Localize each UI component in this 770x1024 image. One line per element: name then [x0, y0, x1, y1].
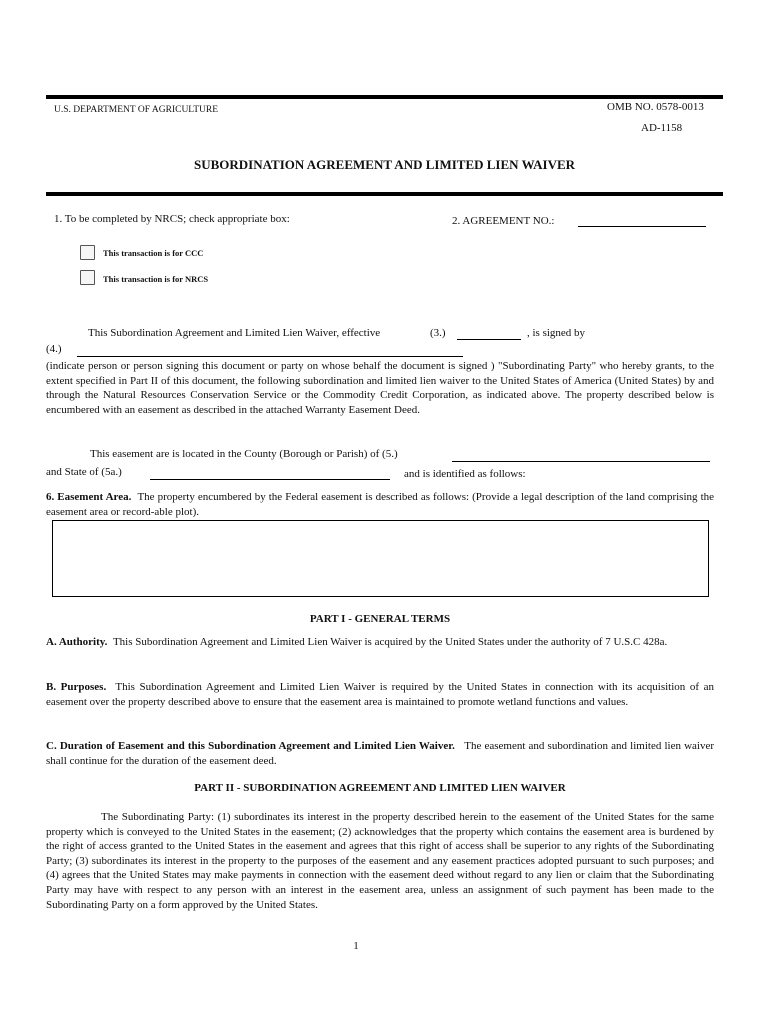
middle-rule [46, 192, 723, 196]
state-label: and State of (5a.) [46, 466, 122, 478]
effective-paragraph: (indicate person or person signing this document or party on whose behalf the document is signed ) "Subordinating Party" who hereby grants, to the extent specified in Part II of this document, the following subordination and limited lien waiver to the United States of America (United States) by and through the Natural Resources Conservation Service or the Commodity Credit Corporation, as indicated above. The property described below is encumbered with an easement as described in the attached Warranty Easement Deed. [46, 360, 714, 416]
effective-date-field[interactable] [457, 339, 521, 340]
purposes-text: This Subordination Agreement and Limited Lien Waiver is required by the United States in connection with its acquisition of an easement over the property described above to ensure that the easement area is maintained to promote wetland functions and values. [46, 681, 714, 708]
identified-label: and is identified as follows: [404, 468, 526, 480]
effective-tail: , is signed by [527, 327, 586, 339]
easement-area-paragraph [46, 490, 714, 519]
county-label: This easement are is located in the County (Borough or Parish) of (5.) [90, 448, 398, 460]
duration-text: The easement and subordination and limited lien waiver shall continue for the duration of the easement deed. [46, 740, 715, 767]
part2-heading: PART II - SUBORDINATION AGREEMENT AND LIMITED LIEN WAIVER [194, 782, 566, 794]
top-rule [46, 95, 723, 99]
omb-number: OMB NO. 0578-0013 [607, 101, 704, 113]
authority-label: A. Authority. [46, 636, 108, 648]
form-title: SUBORDINATION AGREEMENT AND LIMITED LIEN WAIVER [193, 157, 576, 172]
subordinating-party-field[interactable] [77, 356, 463, 357]
ccc-checkbox-label: This transaction is for CCC [103, 248, 204, 258]
duration-paragraph [46, 739, 714, 768]
county-field[interactable] [452, 461, 710, 462]
state-field[interactable] [150, 479, 390, 480]
purposes-paragraph [46, 680, 714, 709]
department-name: U.S. DEPARTMENT OF AGRICULTURE [54, 105, 219, 115]
page-number: 1 [353, 940, 359, 952]
field4-number: (4.) [46, 343, 62, 355]
nrcs-checkbox-label: This transaction is for NRCS [103, 274, 209, 284]
duration-label: C. Duration of Easement and this Subordination Agreement and Limited Lien Waiver. [46, 740, 455, 752]
easement-area-label: 6. Easement Area. [46, 491, 132, 503]
authority-paragraph [46, 635, 714, 650]
easement-description-box[interactable] [52, 520, 709, 597]
easement-area-text: The property encumbered by the Federal easement is described as follows: (Provide a legal description of the land comprising the easement area or record-able plot). [46, 491, 715, 518]
field3-number: (3.) [430, 327, 446, 339]
part2-paragraph: The Subordinating Party: (1) subordinates its interest in the property described herein to the easement of the United States for the same property which is conveyed to the United States in the easement; (2) acknowledges that the property which contains the easement area is burdened by the right of access granted to the United States in the easement and agrees that this right of access shall be superior to any rights of the Subordinating Party; (3) subordinates its interest in the property to the purposes of the easement and any easement practices adopted pursuant to such purposes; and (4) agrees that the United States may make payments in connection with the easement deed without regard to any lien or claim that the Subordinating Party may have with respect to any person with an interest in the easement area, unless an assignment of such payment has been made to the Subordinating Party on a form approved by the United States. [46, 811, 714, 911]
nrcs-checkbox[interactable] [80, 270, 95, 285]
effective-lead: This Subordination Agreement and Limited Lien Waiver, effective [88, 327, 381, 339]
form-number: AD-1158 [641, 122, 683, 134]
part1-heading: PART I - GENERAL TERMS [309, 613, 451, 625]
authority-text: This Subordination Agreement and Limited Lien Waiver is acquired by the United States under the authority of 7 U.S.C 428a. [112, 636, 668, 648]
item1-label: 1. To be completed by NRCS; check appropriate box: [54, 213, 290, 225]
ccc-checkbox[interactable] [80, 245, 95, 260]
agreement-no-field[interactable] [578, 226, 706, 227]
agreement-no-label: 2. AGREEMENT NO.: [452, 215, 555, 227]
purposes-label: B. Purposes. [46, 681, 107, 693]
